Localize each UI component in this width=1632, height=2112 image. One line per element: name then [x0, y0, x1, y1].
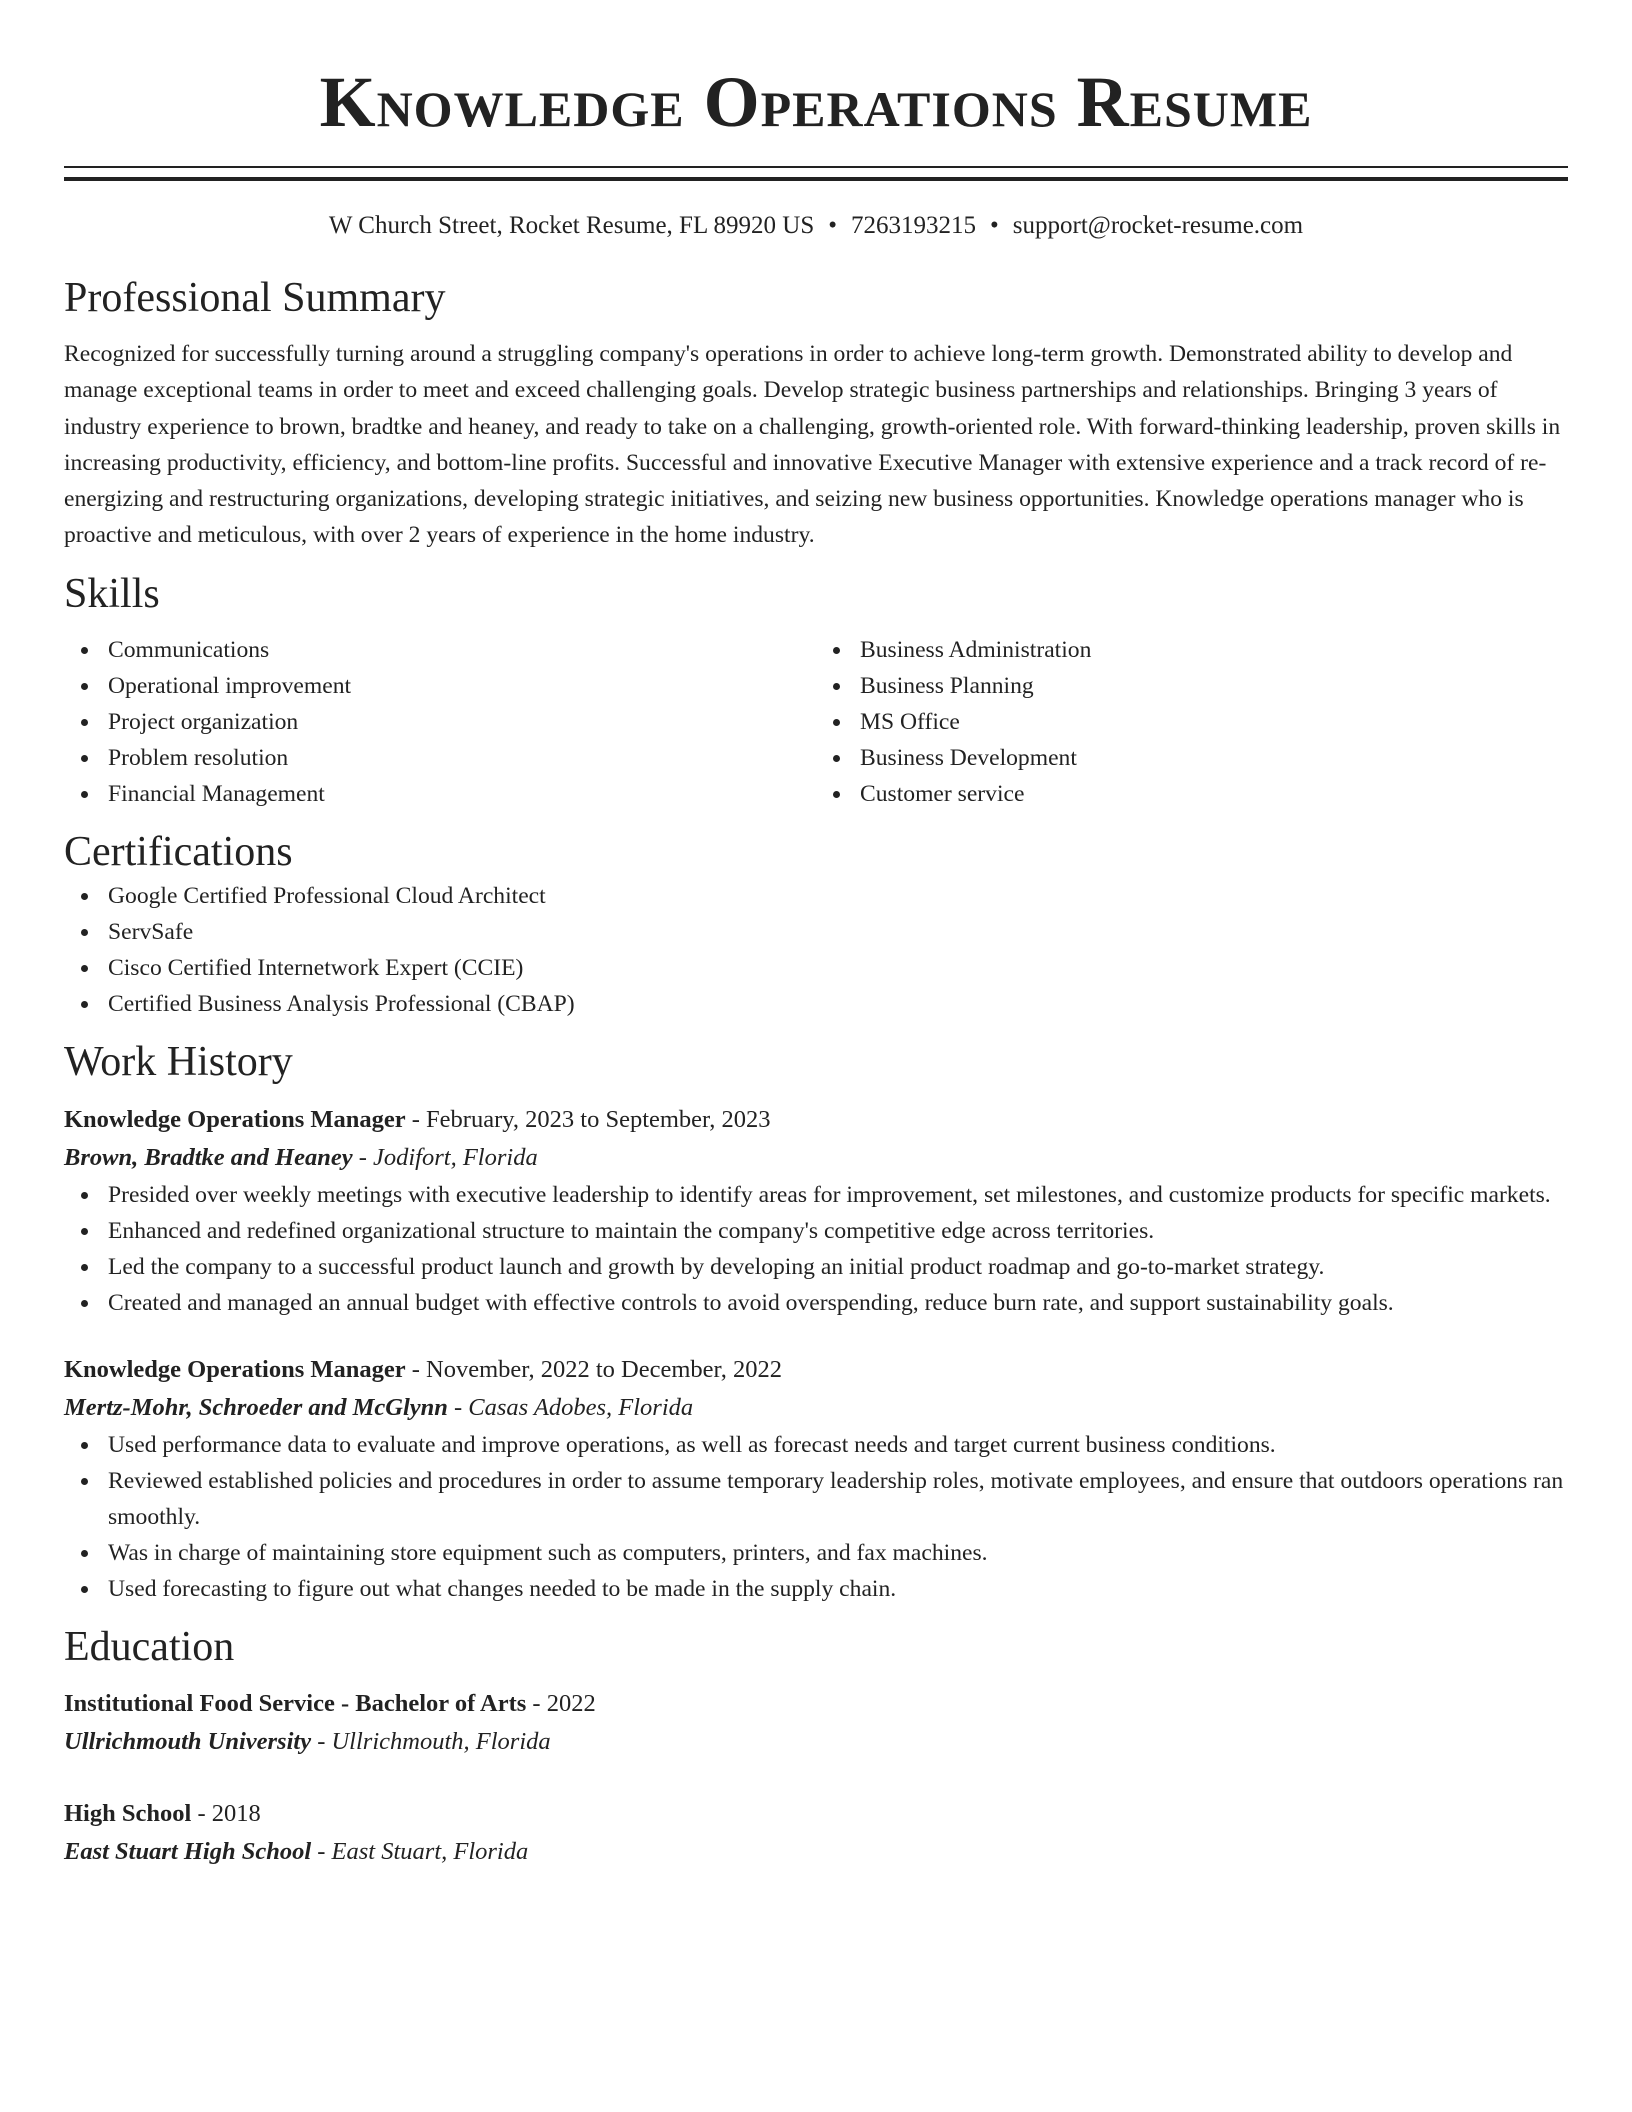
- skills-list-left: [64, 632, 816, 812]
- skills-list-right: [816, 632, 1568, 812]
- school-name: East Stuart High School: [64, 1837, 312, 1865]
- contact-address: W Church Street, Rocket Resume, FL 89920 US: [328, 212, 815, 239]
- contact-email[interactable]: support@rocket-resume.com: [1012, 212, 1304, 239]
- job-duty: Used performance data to evaluate and improve operations, as well as forecast needs and target current business conditions.: [64, 1427, 1568, 1463]
- job-company-line: [64, 1389, 1568, 1427]
- job-duty: Presided over weekly meetings with executive leadership to identify areas for improvement, set milestones, and customize products for specific markets.: [64, 1177, 1568, 1213]
- certification-item: ServSafe: [64, 914, 1568, 950]
- education-entry: [64, 1795, 1568, 1871]
- skill-item: Business Administration: [816, 632, 1568, 668]
- job-title-line: [64, 1351, 1568, 1389]
- job-title-line: [64, 1101, 1568, 1139]
- skill-item: Operational improvement: [64, 668, 816, 704]
- school-line: [64, 1833, 1568, 1871]
- job-duties-list: [64, 1427, 1568, 1607]
- job-title: Knowledge Operations Manager: [64, 1355, 406, 1383]
- job-company-line: [64, 1139, 1568, 1177]
- skills-grid: [64, 632, 1568, 812]
- certifications-list: [64, 878, 1568, 1022]
- degree-line: [64, 1795, 1568, 1833]
- summary-text: Recognized for successfully turning around a struggling company's operations in order to achieve long-term growth. Demonstrated ability to develop and manage exceptional teams in order to meet and exceed challenging goals. Develop strategic business partnerships and relationships. Bringing 3 years of industry experience to brown, bradtke and heaney, and ready to take on a challenging, growth-oriented role. With forward-thinking leadership, proven skills in increasing productivity, efficiency, and bottom-line profits. Successful and innovative Executive Manager with extensive experience and a track record of re-energizing and restructuring organizations, developing strategic initiatives, and seizing new business opportunities. Knowledge operations manager who is proactive and meticulous, with over 2 years of experience in the home industry.: [64, 341, 1561, 549]
- school-name: Ullrichmouth University: [64, 1727, 312, 1755]
- contact-separator: •: [990, 212, 999, 239]
- job-duty: Reviewed established policies and procedures in order to assume temporary leadership roles, motivate employees, and ensure that outdoors operations ran smoothly.: [64, 1463, 1568, 1535]
- job-entry: [64, 1351, 1568, 1607]
- certifications-heading: Certifications: [64, 828, 293, 875]
- job-duty: Was in charge of maintaining store equipment such as computers, printers, and fax machines.: [64, 1535, 1568, 1571]
- skill-item: Project organization: [64, 704, 816, 740]
- education-entry: [64, 1685, 1568, 1761]
- resume-title: Knowledge Operations Resume: [319, 62, 1313, 142]
- job-duty: Used forecasting to figure out what changes needed to be made in the supply chain.: [64, 1571, 1568, 1607]
- degree-name: Institutional Food Service - Bachelor of Arts: [64, 1689, 527, 1717]
- contact-phone: 7263193215: [851, 212, 977, 239]
- summary-heading: Professional Summary: [64, 275, 446, 321]
- job-company: Mertz-Mohr, Schroeder and McGlynn: [64, 1393, 448, 1421]
- skill-item: MS Office: [816, 704, 1568, 740]
- job-dates: - February, 2023 to September, 2023: [411, 1105, 771, 1133]
- school-line: [64, 1723, 1568, 1761]
- skill-item: Customer service: [816, 776, 1568, 812]
- job-duty: Led the company to a successful product launch and growth by developing an initial product roadmap and go-to-market strategy.: [64, 1249, 1568, 1285]
- certification-item: Certified Business Analysis Professional (CBAP): [64, 986, 1568, 1022]
- degree-name: High School: [64, 1799, 192, 1827]
- skill-item: Financial Management: [64, 776, 816, 812]
- school-location: - Ullrichmouth, Florida: [317, 1727, 551, 1755]
- degree-year: - 2018: [197, 1799, 261, 1827]
- contact-separator: •: [828, 212, 838, 239]
- job-location: - Jodifort, Florida: [358, 1143, 538, 1171]
- certification-item: Google Certified Professional Cloud Architect: [64, 878, 1568, 914]
- work-history-heading: Work History: [64, 1038, 293, 1085]
- job-entry: [64, 1101, 1568, 1321]
- job-dates: - November, 2022 to December, 2022: [411, 1355, 782, 1383]
- skills-heading: Skills: [64, 570, 160, 617]
- job-company: Brown, Bradtke and Heaney: [64, 1143, 353, 1171]
- job-duties-list: [64, 1177, 1568, 1321]
- skill-item: Problem resolution: [64, 740, 816, 776]
- job-location: - Casas Adobes, Florida: [454, 1393, 694, 1421]
- degree-year: - 2022: [532, 1689, 596, 1717]
- job-title: Knowledge Operations Manager: [64, 1105, 406, 1133]
- skill-item: Communications: [64, 632, 816, 668]
- skill-item: Business Development: [816, 740, 1568, 776]
- skill-item: Business Planning: [816, 668, 1568, 704]
- title-divider: [64, 166, 1568, 181]
- contact-line: [64, 210, 1568, 242]
- education-heading: Education: [64, 1623, 235, 1670]
- certification-item: Cisco Certified Internetwork Expert (CCIE): [64, 950, 1568, 986]
- job-duty: Created and managed an annual budget with effective controls to avoid overspending, reduce burn rate, and support sustainability goals.: [64, 1285, 1568, 1321]
- school-location: - East Stuart, Florida: [317, 1837, 529, 1865]
- degree-line: [64, 1685, 1568, 1723]
- job-duty: Enhanced and redefined organizational structure to maintain the company's competitive edge across territories.: [64, 1213, 1568, 1249]
